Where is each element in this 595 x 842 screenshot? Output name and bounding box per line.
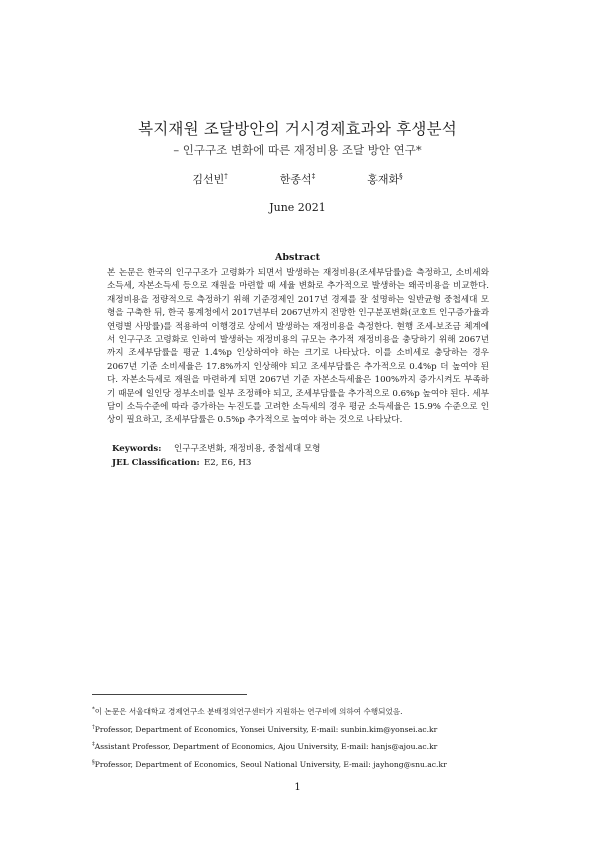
footnote-mark: § [92,758,95,765]
jel-label: JEL Classification: [112,458,200,468]
author-name: 한종석 [279,173,312,186]
footnote-text: Professor, Department of Economics, Yonsei University, E-mail: sunbin.kim@yonsei.ac.kr [94,724,438,734]
footnotes [92,703,512,773]
author-name: 홍재화 [367,173,400,186]
footnote-mark: † [92,723,95,730]
keywords-line [112,442,320,456]
page-number: 1 [294,782,301,793]
author-mark: ‡ [311,172,316,181]
abstract-text: 본 논문은 한국의 인구구조가 고령화가 되면서 발생하는 재정비용(조세부담률)을 측정하고, 소비세와 소득세, 자본소득세 등으로 재원을 마련할 때 세율 변화로 추가적으로 발생하는 왜곡비용을 비교한다. 재정비용을 정량적으로 측정하기 위해 기준경제인 2017년 경제를 잘 설명하는 일반균형 중첩세대 모형을 구축한 뒤, 한국 통계청에서 2017년부터 2067년까지 전망한 인구분포변화(코호트 인구증가율과 연령별 사망률)를 적용하여 이행경로 상에서 발생하는 재정비용을 측정한다. 현행 조세-보조금 체계에서 인구구조 고령화로 인하여 발생하는 재정비용의 규모는 추가적 재정비용을 충당하기 위해 2067년까지 조세부담률을 평균 1.4%p 인상하여야 하는 크기로 나타났다. 이를 소비세로 충당하는 경우 2067년 기준 소비세율은 17.8%까지 인상해야 되고 조세부담률은 추가적으로 0.4%p 더 높여야 된다. 자본소득세로 재원을 마련하게 되면 2067년 기준 자본소득세율은 100%까지 증가시켜도 부족하기 때문에 일인당 정부소비를 일부 조정해야 되고, 조세부담률을 추가적으로 0.6%p 높여야 된다. 세부담이 소득수준에 따라 증가하는 누진도를 고려한 소득세의 경우 평균 소득세율은 15.9% 수준으로 인상이 필요하고, 조세부담률은 0.5%p 추가적으로 높여야 하는 것으로 나타났다. [107,268,489,426]
author-name: 김선빈 [192,173,225,186]
author-mark: § [399,172,403,181]
author-list [0,171,595,187]
keywords-label: Keywords: [112,444,162,454]
footnote-text: Professor, Department of Economics, Seoul National University, E-mail: jayhong@snu.ac.kr [94,759,447,769]
paper-date: June 2021 [269,201,326,214]
jel-line [112,456,320,470]
footnote-mark: ‡ [92,741,95,748]
keywords-block [112,442,320,470]
author-3 [367,171,402,187]
footnote-2 [92,721,512,739]
footnote-text: Assistant Professor, Department of Economics, Ajou University, E-mail: hanjs@ajou.ac.kr [94,742,438,751]
keywords-value: 인구구조변화, 재정비용, 중첩세대 모형 [174,444,321,454]
footnote-1 [92,703,512,721]
paper-title: 복지재원 조달방안의 거시경제효과와 후생분석 [138,120,457,138]
footnote-4 [92,756,512,774]
footnote-mark: * [92,706,95,713]
author-1 [192,171,227,187]
paper-subtitle: – 인구구조 변화에 따른 재정비용 조달 방안 연구* [173,143,422,157]
footnote-text: 이 논문은 서울대학교 경제연구소 분배정의연구센터가 지원하는 연구비에 의하여 수행되었음. [94,707,403,716]
abstract-heading: Abstract [274,252,321,263]
author-mark: † [224,172,228,181]
jel-value: E2, E6, H3 [204,458,252,468]
author-2 [280,171,315,187]
footnote-divider [92,694,247,695]
footnote-3 [92,738,512,756]
